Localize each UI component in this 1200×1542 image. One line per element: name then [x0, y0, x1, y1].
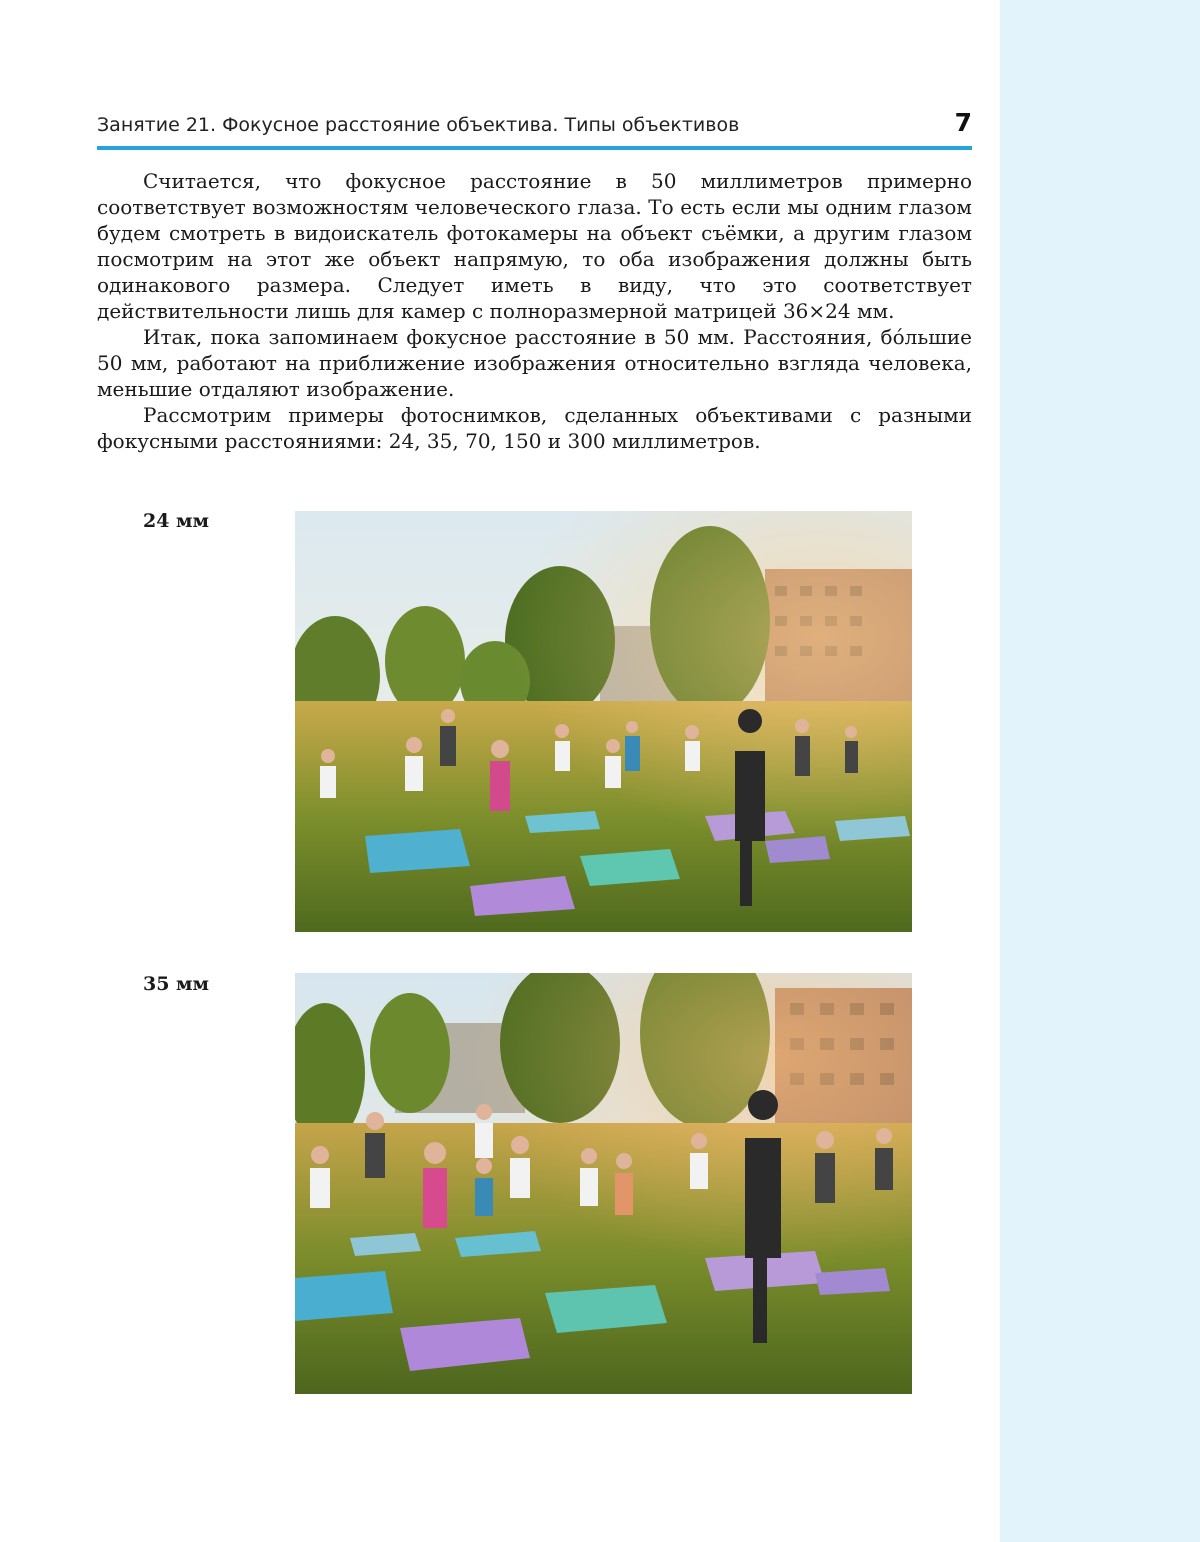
- photo-35mm-illustration: [295, 973, 912, 1394]
- paragraph-3: Рассмотрим примеры фотоснимков, сделанных объективами с разными фокусными расстояниями: 24, 35, 70, 150 и 300 миллиметров.: [97, 403, 972, 453]
- photo-24mm-illustration: [295, 511, 912, 932]
- side-margin-band: [1000, 0, 1200, 1542]
- paragraph-2: Итак, пока запоминаем фокусное расстояние в 50 мм. Расстояния, бóльшие 50 мм, работают на приближение изображения относительно взгляда человека, меньшие отдаляют изображение.: [97, 325, 972, 401]
- page-header: [97, 108, 972, 150]
- figure-label-35mm: 35 мм: [143, 973, 210, 995]
- photo-24mm: [295, 511, 912, 932]
- photo-35mm: [295, 973, 912, 1394]
- paragraph-1: Считается, что фокусное расстояние в 50 миллиметров примерно соответствует возможностям человеческого глаза. То есть если мы одним глазом будем смотреть в видоискатель фотокамеры на объект съёмки, а другим глазом посмотрим на этот же объект напрямую, то оба изображения должны быть одинакового размера. Следует иметь в виду, что это соответствует действительности лишь для камер с полноразмерной матрицей 36×24 мм.: [97, 169, 972, 323]
- body-text: [97, 168, 972, 454]
- figure-label-24mm: 24 мм: [143, 510, 210, 532]
- page-number: 7: [954, 108, 972, 137]
- lesson-title: Занятие 21. Фокусное расстояние объектива. Типы объективов: [97, 114, 740, 136]
